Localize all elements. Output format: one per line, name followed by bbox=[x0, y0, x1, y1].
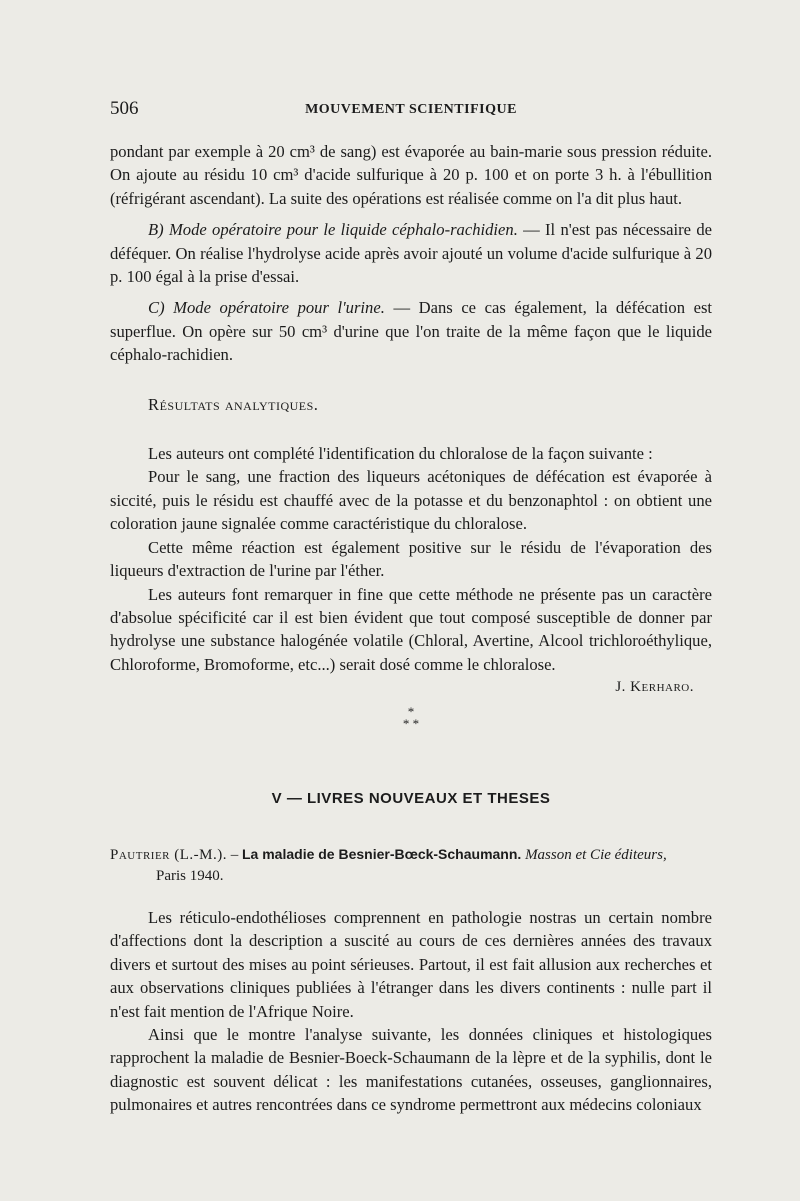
paragraph bbox=[110, 296, 712, 366]
section-review bbox=[110, 906, 712, 1117]
paragraph bbox=[110, 218, 712, 288]
method-label: C) Mode opératoire pour l'urine. bbox=[148, 298, 385, 318]
paragraph: Les auteurs ont complété l'identification du chloralose de la façon suivante : bbox=[148, 444, 653, 464]
section-analysis bbox=[110, 140, 712, 730]
paragraph-text: — Il n'est pas nécessaire de déféquer. On réalise l'hydrolyse acide après avoir ajouté un volume d'acide sulfurique à 20 p. 100 égal à la prise d'essai. bbox=[110, 220, 712, 287]
paragraph-text: — Dans ce cas également, la défécation est superflue. On opère sur 50 cm³ d'urine que l'on traite de la même façon que le liquide céphalo-rachidien. bbox=[110, 298, 713, 365]
method-label: B) Mode opératoire pour le liquide céphalo-rachidien. bbox=[148, 220, 518, 240]
running-title: MOUVEMENT SCIENTIFIQUE bbox=[305, 102, 517, 117]
paragraph: Les réticulo-endothélioses comprennent en pathologie nostras un certain nombre d'affections dont la description a suscité au cours de ces dernières années des travaux divers et surtout des mises au point sérieuses. Partout, il est fait allusion aux recherches et aux observations cliniques publiées à l'étranger dans les divers continents : nulle part il n'est fait mention de l'Afrique Noire. bbox=[110, 908, 712, 1021]
book-title: La maladie de Besnier-Bœck-Schaumann. bbox=[242, 846, 522, 862]
paragraph: Pour le sang, une fraction des liqueurs acétoniques de défécation est évaporée à siccité, puis le résidu est chauffé avec de la potasse et du benzonaphtol : on obtient une coloration jaune signalée comme caractéristique du chloralose. bbox=[110, 467, 712, 534]
book-place: Paris 1940. bbox=[156, 868, 224, 884]
page-number: 506 bbox=[110, 98, 139, 119]
book-publisher: Masson et Cie éditeurs, bbox=[525, 847, 667, 863]
paragraph: Cette même réaction est également positive sur le résidu de l'évaporation des liqueurs d'extraction de l'urine par l'éther. bbox=[110, 537, 712, 581]
book-reference: Pautrier (L.-M.). – La maladie de Besnier-Bœck-Schaumann. Masson et Cie éditeurs, Paris 1940. bbox=[110, 844, 720, 887]
section-title: V — LIVRES NOUVEAUX ET THESES bbox=[271, 790, 551, 807]
paragraph: pondant par exemple à 20 cm³ de sang) est évaporée au bain-marie sous pression réduite. On ajoute au résidu 10 cm³ d'acide sulfurique à 20 p. 100 et on porte 3 h. à l'ébullition (réfrigérant ascendant). La suite des opérations est réalisée comme on l'a dit plus haut. bbox=[110, 142, 712, 208]
page-header bbox=[110, 98, 712, 122]
book-author: Pautrier (L.-M.). bbox=[110, 847, 227, 863]
separator-stars: * * * bbox=[402, 703, 420, 731]
results-heading: Résultats analytiques. bbox=[148, 394, 319, 414]
paragraph: Ainsi que le montre l'analyse suivante, les données cliniques et histologiques rapprochent la maladie de Besnier-Boeck-Schaumann de la lèpre et de la syphilis, dont le diagnostic est souvent délicat : les manifestations cutanées, osseuses, ganglionnaires, pulmonaires et autres rencontrées dans ce syndrome permettront aux médecins coloniaux bbox=[110, 1025, 712, 1115]
paragraph: Les auteurs font remarquer in fine que cette méthode ne présente pas un caractère d'absolue spécificité car il est bien évident que tout composé susceptible de donner par hydrolyse une substance halogénée volatile (Chloral, Avertine, Alcool trichloroéthylique, Chloroforme, Bromoforme, etc...) serait dosé comme le chloralose. bbox=[110, 584, 712, 674]
signature: J. Kerharo. bbox=[615, 679, 694, 696]
